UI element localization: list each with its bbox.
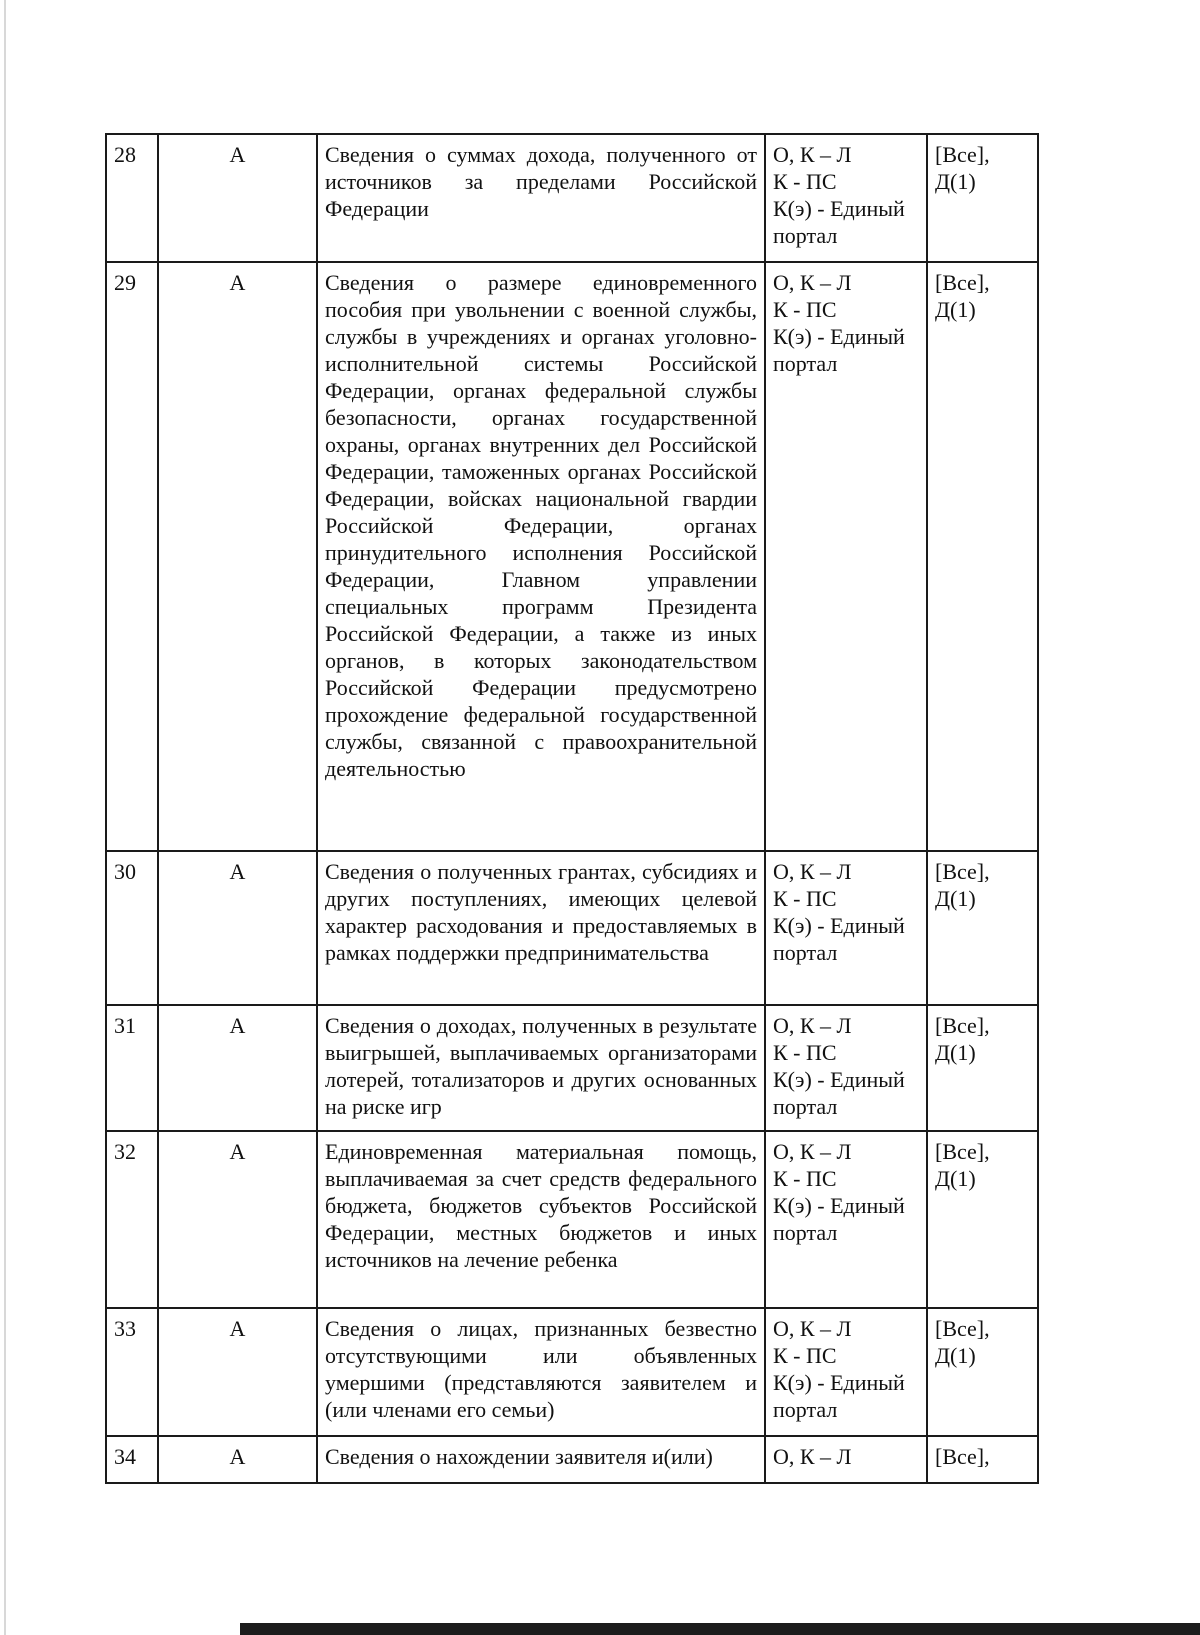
scan-edge-line	[4, 0, 6, 1635]
form-line: О, К – Л	[773, 1444, 852, 1469]
provider-line: [Все],	[935, 1139, 990, 1164]
provider-line: [Все],	[935, 142, 990, 167]
row-providers	[927, 1308, 1038, 1436]
table-row	[106, 1131, 1038, 1308]
row-forms	[765, 1131, 927, 1308]
form-line: К - ПС	[773, 1040, 837, 1065]
form-line: О, К – Л	[773, 1013, 852, 1038]
provider-line: [Все],	[935, 270, 990, 295]
form-line: К(э) - Единый	[773, 196, 905, 221]
row-type: А	[158, 134, 317, 262]
row-forms	[765, 262, 927, 851]
table-row	[106, 1436, 1038, 1483]
form-line: К - ПС	[773, 297, 837, 322]
row-forms	[765, 134, 927, 262]
provider-line: Д(1)	[935, 297, 976, 322]
row-type: А	[158, 1005, 317, 1131]
form-line: портал	[773, 223, 838, 248]
form-line: К - ПС	[773, 886, 837, 911]
row-providers	[927, 1005, 1038, 1131]
form-line: К - ПС	[773, 1343, 837, 1368]
row-type: А	[158, 1131, 317, 1308]
form-line: К - ПС	[773, 169, 837, 194]
form-line: портал	[773, 1094, 838, 1119]
provider-line: [Все],	[935, 859, 990, 884]
form-line: О, К – Л	[773, 270, 852, 295]
row-number: 31	[106, 1005, 158, 1131]
form-line: О, К – Л	[773, 859, 852, 884]
table-row	[106, 1308, 1038, 1436]
form-line: портал	[773, 1397, 838, 1422]
row-description: Сведения о размере единовременного пособия при увольнении с военной службы, службы в учреждениях и органах уголовно-исполнительной системы Российской Федерации, органах федеральной службы безопасности, органах государственной охраны, органах внутренних дел Российской Федерации, таможенных органах Российской Федерации, войсках национальной гвардии Российской Федерации, органах принудительного исполнения Российской Федерации, Главном управлении специальных программ Президента Российской Федерации, а также из иных органов, в которых законодательством Российской Федерации предусмотрено прохождение федеральной государственной службы, связанной с правоохранительной деятельностью	[317, 262, 765, 851]
row-type: А	[158, 1308, 317, 1436]
form-line: К - ПС	[773, 1166, 837, 1191]
row-description: Сведения о нахождении заявителя и(или)	[317, 1436, 765, 1483]
row-providers	[927, 134, 1038, 262]
form-line: портал	[773, 940, 838, 965]
form-line: К(э) - Единый	[773, 913, 905, 938]
row-type: А	[158, 1436, 317, 1483]
provider-line: Д(1)	[935, 1040, 976, 1065]
row-description: Сведения о лицах, признанных безвестно отсутствующими или объявленных умершими (представляются заявителем и (или членами его семьи)	[317, 1308, 765, 1436]
row-providers	[927, 1131, 1038, 1308]
form-line: портал	[773, 351, 838, 376]
table-row	[106, 1005, 1038, 1131]
row-providers	[927, 1436, 1038, 1483]
row-forms	[765, 1005, 927, 1131]
row-number: 32	[106, 1131, 158, 1308]
form-line: О, К – Л	[773, 1139, 852, 1164]
row-providers	[927, 262, 1038, 851]
row-description: Сведения о полученных грантах, субсидиях и других поступлениях, имеющих целевой характер расходования и предоставляемых в рамках поддержки предпринимательства	[317, 851, 765, 1005]
provider-line: [Все],	[935, 1316, 990, 1341]
provider-line: Д(1)	[935, 1343, 976, 1368]
row-type: А	[158, 851, 317, 1005]
table-row	[106, 134, 1038, 262]
provider-line: [Все],	[935, 1444, 990, 1469]
form-line: портал	[773, 1220, 838, 1245]
form-line: О, К – Л	[773, 1316, 852, 1341]
table-body	[106, 134, 1038, 1483]
form-line: К(э) - Единый	[773, 1067, 905, 1092]
form-line: К(э) - Единый	[773, 324, 905, 349]
row-number: 33	[106, 1308, 158, 1436]
provider-line: Д(1)	[935, 886, 976, 911]
provider-line: Д(1)	[935, 1166, 976, 1191]
form-line: О, К – Л	[773, 142, 852, 167]
document-table	[105, 133, 1039, 1484]
row-number: 30	[106, 851, 158, 1005]
row-number: 29	[106, 262, 158, 851]
row-description: Сведения о доходах, полученных в результате выигрышей, выплачиваемых организаторами лотерей, тотализаторов и других основанных на риске игр	[317, 1005, 765, 1131]
scan-bottom-bar	[240, 1623, 1200, 1635]
table-row	[106, 262, 1038, 851]
row-type: А	[158, 262, 317, 851]
row-forms	[765, 1436, 927, 1483]
provider-line: [Все],	[935, 1013, 990, 1038]
form-line: К(э) - Единый	[773, 1370, 905, 1395]
row-number: 34	[106, 1436, 158, 1483]
row-providers	[927, 851, 1038, 1005]
row-description: Единовременная материальная помощь, выплачиваемая за счет средств федерального бюджета, бюджетов субъектов Российской Федерации, местных бюджетов и иных источников на лечение ребенка	[317, 1131, 765, 1308]
row-forms	[765, 851, 927, 1005]
row-description: Сведения о суммах дохода, полученного от источников за пределами Российской Федерации	[317, 134, 765, 262]
row-forms	[765, 1308, 927, 1436]
table-row	[106, 851, 1038, 1005]
provider-line: Д(1)	[935, 169, 976, 194]
form-line: К(э) - Единый	[773, 1193, 905, 1218]
row-number: 28	[106, 134, 158, 262]
